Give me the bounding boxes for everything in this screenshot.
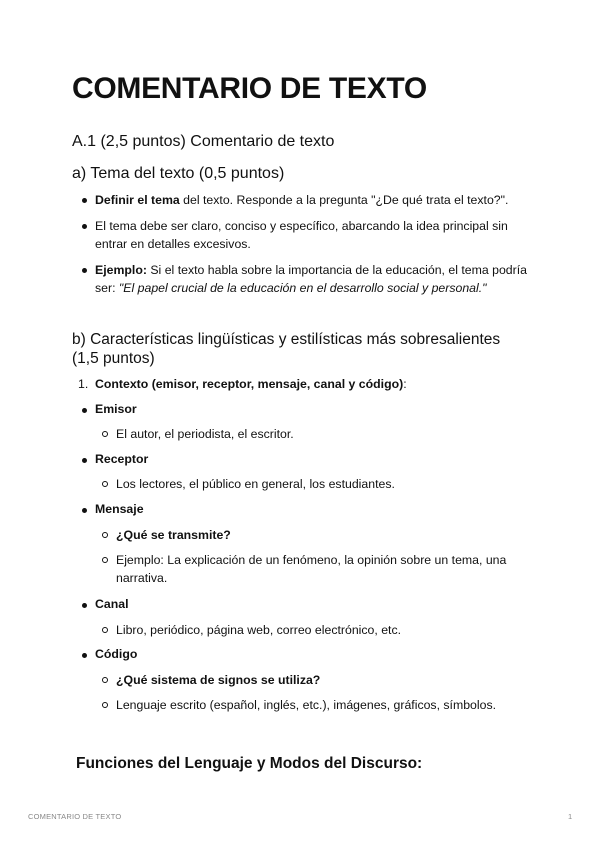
circle-bullet-icon (102, 627, 108, 633)
bullet-icon (82, 268, 87, 273)
bullet-icon (82, 603, 87, 608)
circle-bullet-icon (102, 431, 108, 437)
list-item-contexto: Contexto (emisor, receptor, mensaje, canal y código): (95, 377, 407, 391)
list-item-codigo-question: ¿Qué sistema de signos se utiliza? (116, 673, 321, 687)
section-heading-a1: A.1 (2,5 puntos) Comentario de texto (72, 133, 335, 150)
list-item-definir: Definir el tema del texto. Responde a la pregunta "¿De qué trata el texto?". (95, 193, 509, 207)
list-item-canal-detail: Libro, periódico, página web, correo electrónico, etc. (116, 623, 402, 637)
list-item-mensaje: Mensaje (95, 502, 144, 516)
circle-bullet-icon (102, 532, 108, 538)
list-item-receptor-detail: Los lectores, el público en general, los estudiantes. (116, 477, 395, 491)
list-item-receptor: Receptor (95, 452, 149, 466)
circle-bullet-icon (102, 702, 108, 708)
list-item-emisor: Emisor (95, 402, 137, 416)
circle-bullet-icon (102, 557, 108, 563)
list-item-codigo-detail: Lenguaje escrito (español, inglés, etc.), imágenes, gráficos, símbolos. (116, 698, 497, 712)
circle-bullet-icon (102, 677, 108, 683)
list-item-codigo: Código (95, 647, 138, 661)
section-heading-tema: a) Tema del texto (0,5 puntos) (72, 165, 285, 182)
bullet-icon (82, 653, 87, 658)
footer-page-number: 1 (568, 812, 573, 821)
section-heading-caracteristicas: b) Características lingüísticas y estilísticas más sobresalientes (1,5 puntos) (72, 331, 501, 367)
list-item-mensaje-example: Ejemplo: La explicación de un fenómeno, la opinión sobre un tema, una narrativa. (116, 553, 507, 585)
list-item-canal: Canal (95, 597, 129, 611)
bullet-icon (82, 458, 87, 463)
bullet-icon (82, 224, 87, 229)
page-title: COMENTARIO DE TEXTO (72, 72, 427, 105)
list-number: 1. (78, 377, 89, 391)
circle-bullet-icon (102, 481, 108, 487)
list-item-ejemplo: Ejemplo: Si el texto habla sobre la importancia de la educación, el tema podría ser: "El papel crucial de la educación en el desarrollo social y personal." (95, 263, 528, 295)
bullet-icon (82, 408, 87, 413)
list-item-emisor-detail: El autor, el periodista, el escritor. (116, 427, 294, 441)
section-heading-funciones: Funciones del Lenguaje y Modos del Discurso: (76, 755, 423, 772)
bullet-icon (82, 198, 87, 203)
list-item-mensaje-question: ¿Qué se transmite? (116, 528, 231, 542)
footer-title: COMENTARIO DE TEXTO (28, 812, 122, 821)
bullet-icon (82, 508, 87, 513)
list-item-claro: El tema debe ser claro, conciso y específico, abarcando la idea principal sin entrar en detalles excesivos. (95, 219, 508, 251)
